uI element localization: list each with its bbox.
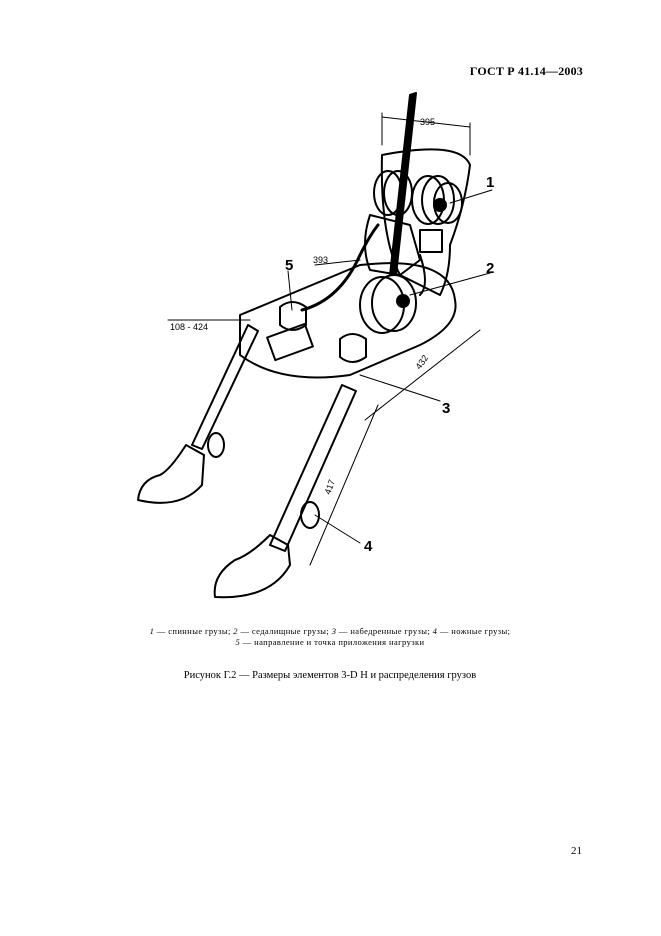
figure-title: Рисунок Г.2 — Размеры элементов 3-D H и распределения грузов [183, 670, 477, 681]
dim-thigh: 432 [413, 353, 431, 372]
legend-line-2: 5 — направление и точка приложения нагрузки [235, 637, 425, 647]
figure-legend [100, 626, 560, 648]
dim-spread: 108 - 424 [170, 322, 209, 332]
callout-3: 3 [442, 400, 451, 417]
dim-leg: 417 [322, 478, 338, 496]
callout-2: 2 [486, 260, 495, 277]
dim-top-width: 395 [420, 117, 436, 127]
callout-4: 4 [364, 538, 373, 555]
dim-arm: 393 [313, 255, 329, 265]
manikin-drawing [120, 85, 520, 615]
page-number: 21 [571, 845, 582, 857]
callout-5: 5 [285, 257, 294, 274]
document-header: ГОСТ Р 41.14—2003 [469, 64, 583, 78]
legend-line-1: 1 — спинные грузы; 2 — седалищные грузы; 3 — набедренные грузы; 4 — ножные грузы; [149, 626, 511, 636]
technical-figure [120, 85, 520, 615]
callout-1: 1 [486, 174, 495, 191]
